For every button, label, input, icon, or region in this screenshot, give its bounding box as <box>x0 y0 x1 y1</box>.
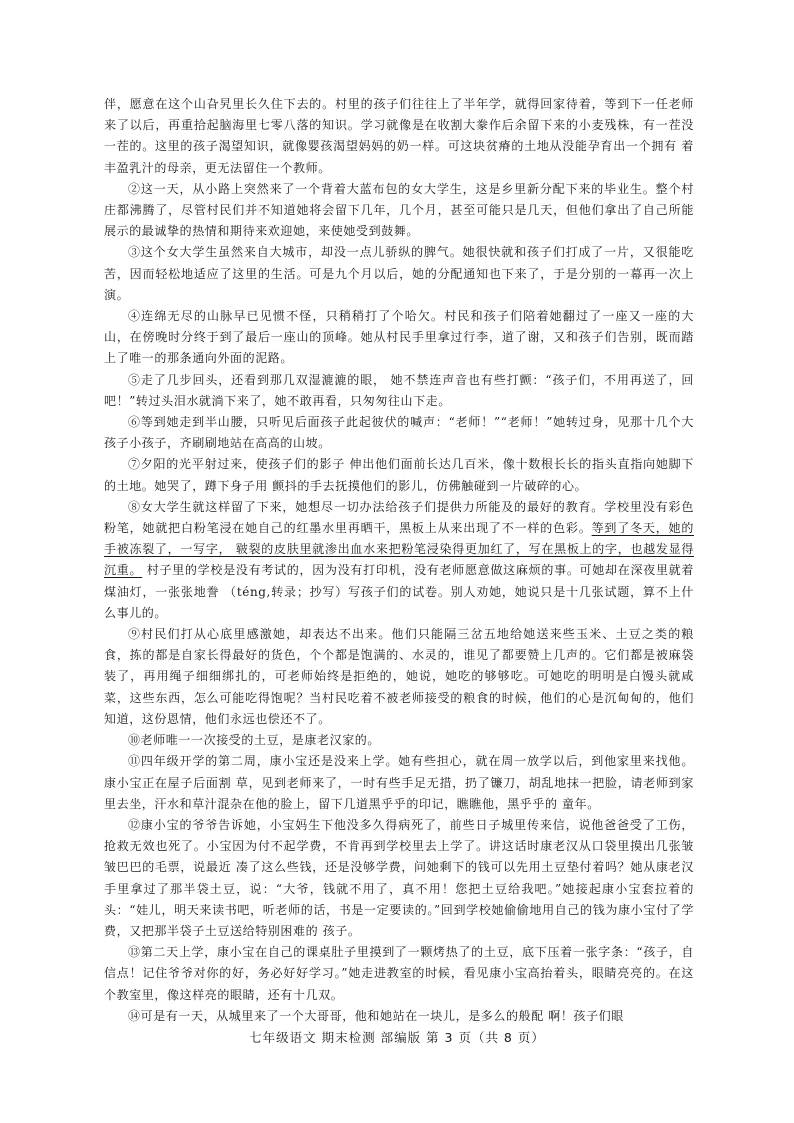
paragraph-12: ⑫康小宝的爷爷告诉她，小宝妈生下他没多久得病死了，前些日子城里传来信，说他爸爸受了工伤，抢救无效也死了。小宝因为付不起学费，不肯再到学校里去上学了。讲这话时康老汉从口袋里摸出几张皱皱巴巴的毛票，说最近 凑了这么些钱，还是没够学费，问她剩下的钱可以先用土豆垫付着吗？她从康老汉手里拿过了那半袋土豆，说：“大爷，钱就不用了，真不用！您把土豆给我吧。”她接起康小宝套拉着的头：“娃儿，明天来读书吧，听老师的话，书是一定要读的。”回到学校她偷偷地用自己的钱为康小宝付了学费，又把那半袋子土豆送给特别困难的 孩子。 <box>104 817 694 938</box>
paragraph-4: ④连绵无尽的山脉早已见惯不怪，只稍稍打了个哈欠。村民和孩子们陪着她翻过了一座又一座的大山，在傍晚时分终于到了最后一座山的顶峰。她从村民手里拿过行李，道了谢，又和孩子们告别，既而踏上了唯一的那条通向外面的泥路。 <box>104 309 694 366</box>
paragraph-11: ⑪四年级开学的第二周，康小宝还是没来上学。她有些担心，就在周一放学以后，到他家里来找他。康小宝正在屋子后面割 草，见到老师来了，一时有些手足无措，扔了镰刀，胡乱地抹一把脸，请老师到家里去坐，汗水和草汁混杂在他的脸上，留下几道黑乎乎的印记，瞧瞧他，黑乎乎的 童年。 <box>104 754 694 811</box>
paragraph-8-part-a: ⑧女大学生就这样留了下来，她想尽一切办法给孩子们提供力所能及的最好的教育。学校里没有彩色粉笔，她就把白粉笔浸在她自己的红墨水里再晒干，黑板上从来出现了不一样的色彩。 <box>104 499 694 536</box>
paragraph-8-part-b: 村子里的学校是没有考试的，因为没有打印机，没有老师愿意做这麻烦的事。可她却在深夜里就着煤油灯，一张张地誊 （téng,转录；抄写）写孩子们的试卷。别人劝她，她说只是十几张试题，算不上什么事儿的。 <box>104 563 695 620</box>
paragraph-13: ⑬第二天上学，康小宝在自己的课桌肚子里摸到了一颗烤热了的土豆，底下压着一张字条：“孩子，自信点！记住爷爷对你的好，务必好好学习。”她走进教室的时候，看见康小宝高抬着头，眼睛亮亮的。在这个教室里，像这样亮的眼睛，还有十几双。 <box>104 945 694 1002</box>
paragraph-14: ⑭可是有一天，从城里来了一个大哥哥，他和她站在一块儿，是多么的般配 啊！孩子们眼 <box>128 1008 624 1023</box>
paragraph-3: ③这个女大学生虽然来自大城市，却没一点儿骄纵的脾气。她很快就和孩子们打成了一片，又很能吃苦，因而轻松地适应了这里的生活。可是九个月以后，她的分配通知也下来了，于是分别的一幕再一次上演。 <box>104 245 694 302</box>
paragraph-continued: 伴，愿意在这个山旮旯里长久住下去的。村里的孩子们往往上了半年学，就得回家待着，等到下一任老师来了以后，再重拾起脑海里七零八落的知识。学习就像是在收割大豢作后余留下来的小麦残株，有一茬没一茬的。这里的孩子渴望知识，就像婴孩渴望妈妈的奶一样。可这块贫瘠的土地从没能孕育出一个拥有 着丰盈乳汁的母亲，更无法留住一个教师。 <box>104 97 694 175</box>
paragraph-7: ⑦夕阳的光平射过来，使孩子们的影子 伸出他们面前长达几百米，像十数根长长的指头直指向她脚下的土地。她哭了，蹲下身子用 颤抖的手去抚摸他们的影儿，仿佛触碰到一片破碎的心。 <box>104 457 694 493</box>
paragraph-5: ⑤走了几步回头，还看到那几双湿漉漉的眼， 她不禁连声音也有些打颤：“孩子们，不用再送了，回吧！”转过头泪水就淌下来了，她不敢再看，只匆匆往山下走。 <box>104 372 694 408</box>
paragraph-8 <box>104 497 694 624</box>
paragraph-9: ⑨村民们打从心底里感激她，却表达不出来。他们只能隔三岔五地给她送来些玉米、土豆之类的粮食，拣的都是自家长得最好的货色，个个都是饱满的、水灵的，谁见了都要赞上几声的。它们都是被麻袋装了，再用绳子细细绑扎的，可老师始终是拒绝的，她说，她吃的够够吃。可她吃的明明是白馒头就咸菜，这些东西，怎么可能吃得饱呢？当村民吃着不被老师接受的粮食的时候，他们的心是沉甸甸的，他们知道，这份恩情，他们永远也偿还不了。 <box>104 627 694 726</box>
paragraph-6: ⑥等到她走到半山腰，只听见后面孩子此起彼伏的喊声：“老师！”“老师！”她转过身，见那十几个大孩子小孩子，齐刷刷地站在高高的山坡。 <box>104 415 694 451</box>
paragraph-2: ②这一天，从小路上突然来了一个背着大蓝布包的女大学生，这是乡里新分配下来的毕业生。整个村庄都沸腾了，尽管村民们并不知道她将会留下几年，几个月，甚至可能只是几天，但他们拿出了自己所能展示的最诚挚的热情和期待来欢迎她，来使她受到鼓舞。 <box>104 181 694 239</box>
reading-passage <box>104 94 694 1027</box>
page-footer: 七年级语文 期末检测 部编版 第 3 页（共 8 页） <box>249 1030 545 1045</box>
underlined-sentence: 等到了冬天，她的手被冻裂了，一写字， 皲裂的皮肤里就渗出血水来把粉笔浸染得更加红了，写在黑板上的字，也越发显得沉重。 <box>104 521 694 578</box>
paragraph-10: ⑩老师唯一一次接受的土豆，是康老汉家的。 <box>128 733 381 748</box>
